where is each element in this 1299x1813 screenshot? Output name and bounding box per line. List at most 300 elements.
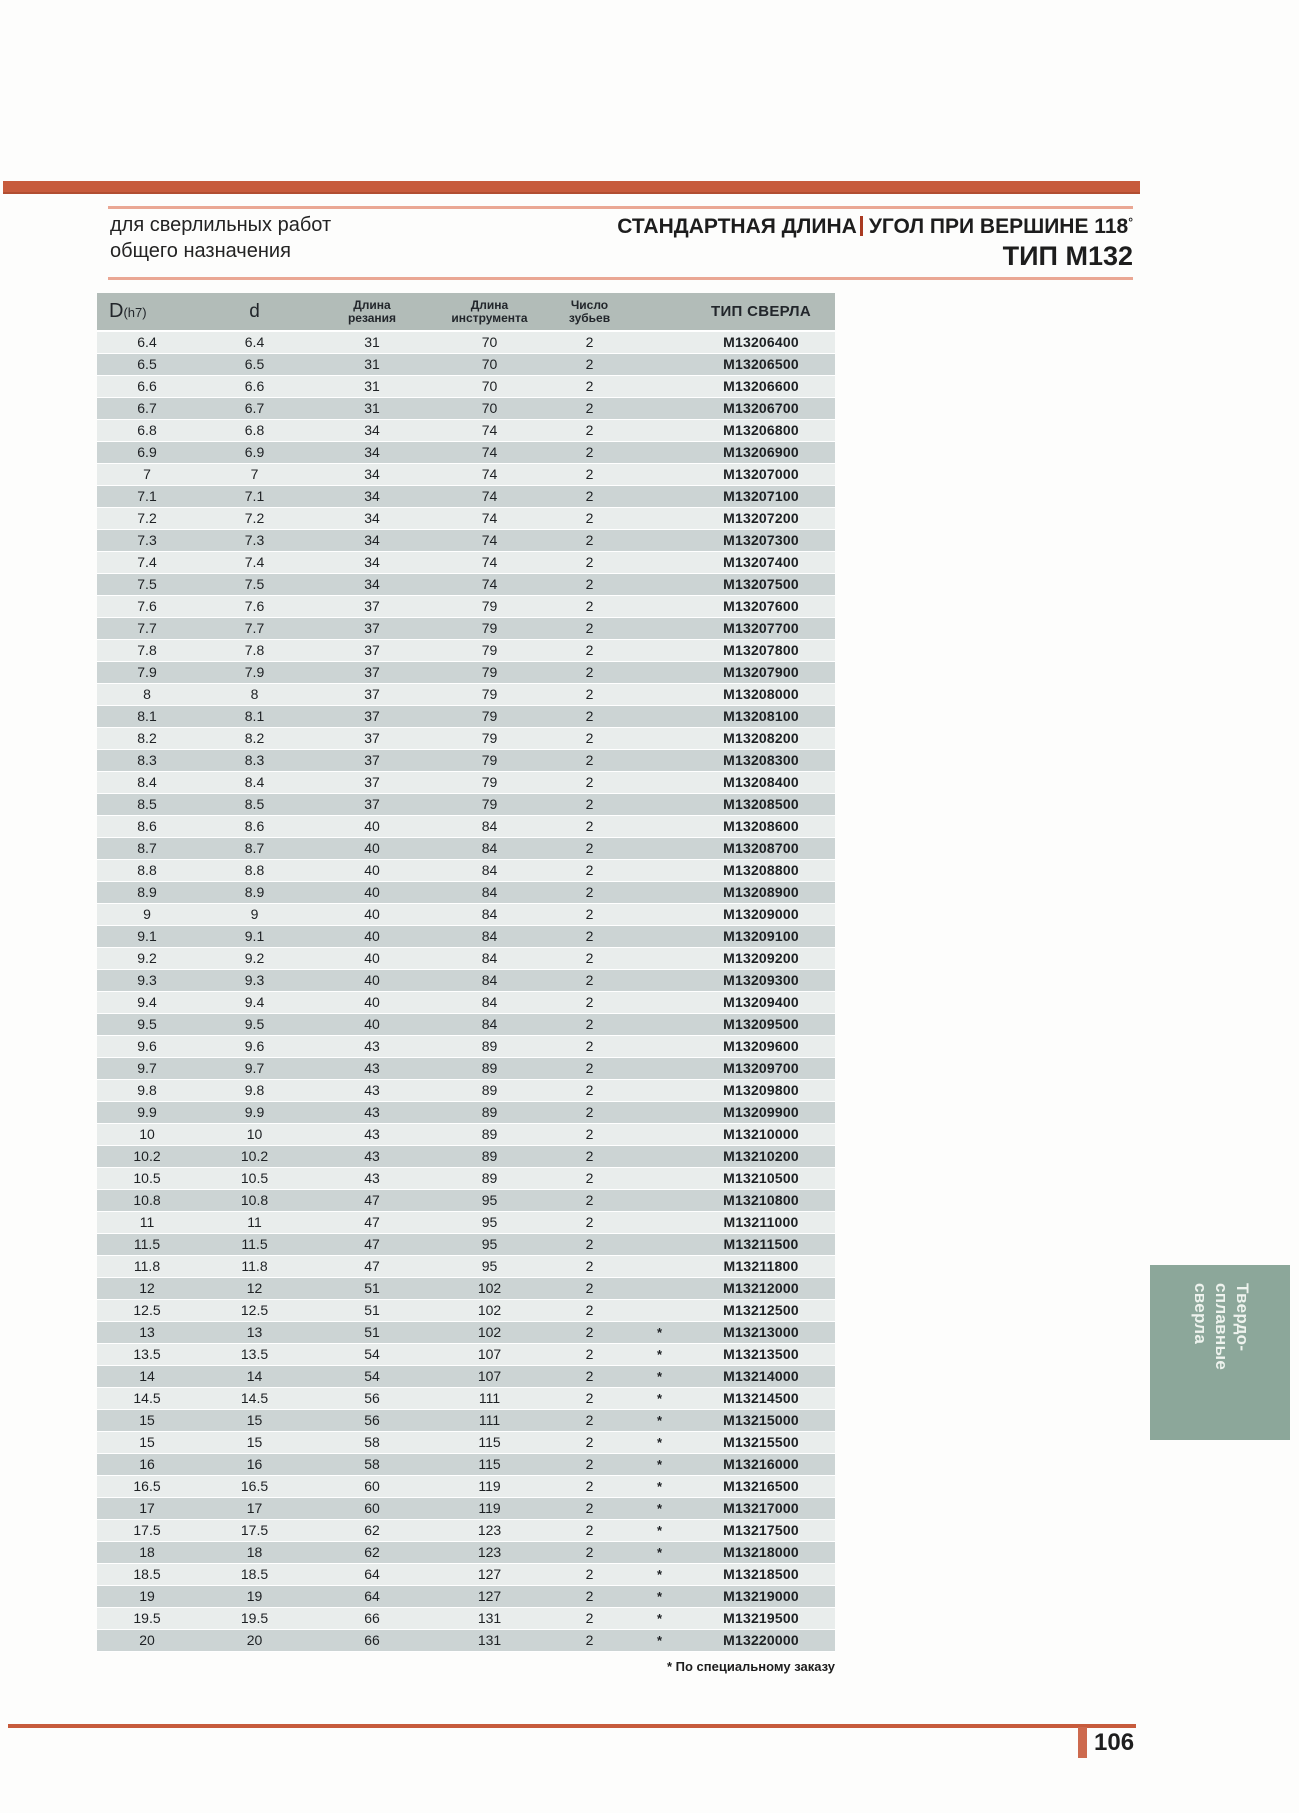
cell-d: 8.2	[197, 728, 312, 750]
cell-star: *	[632, 1542, 687, 1564]
cell-cut-length: 66	[312, 1630, 432, 1652]
cell-D: 17	[97, 1498, 197, 1520]
column-header-cut-length: Длина резания	[312, 293, 432, 331]
cell-drill-type: M13206500	[687, 354, 835, 376]
table-row	[97, 1256, 835, 1278]
spec-heading-left: СТАНДАРТНАЯ ДЛИНА	[617, 215, 857, 238]
cell-teeth: 2	[547, 860, 632, 882]
table-row	[97, 618, 835, 640]
cell-star	[632, 354, 687, 376]
cell-drill-type: M13213000	[687, 1322, 835, 1344]
cell-star	[632, 684, 687, 706]
cell-d: 7.6	[197, 596, 312, 618]
cell-cut-length: 37	[312, 662, 432, 684]
table-row	[97, 1520, 835, 1542]
cell-cut-length: 43	[312, 1058, 432, 1080]
cell-drill-type: M13206400	[687, 331, 835, 354]
cell-D: 8.5	[97, 794, 197, 816]
cell-teeth: 2	[547, 1520, 632, 1542]
purpose-line-1: для сверлильных работ	[110, 214, 332, 236]
cell-star	[632, 552, 687, 574]
cell-drill-type: M13208200	[687, 728, 835, 750]
cell-cut-length: 34	[312, 530, 432, 552]
table-row	[97, 882, 835, 904]
cell-d: 7.2	[197, 508, 312, 530]
cell-star	[632, 882, 687, 904]
table-row	[97, 640, 835, 662]
cell-drill-type: M13207700	[687, 618, 835, 640]
cell-drill-type: M13208900	[687, 882, 835, 904]
cell-teeth: 2	[547, 486, 632, 508]
cell-star	[632, 464, 687, 486]
cell-D: 13	[97, 1322, 197, 1344]
table-row	[97, 1454, 835, 1476]
cell-tool-length: 70	[432, 398, 547, 420]
table-row	[97, 420, 835, 442]
cell-drill-type: M13211800	[687, 1256, 835, 1278]
cell-D: 7.4	[97, 552, 197, 574]
table-row	[97, 398, 835, 420]
cell-tool-length: 89	[432, 1168, 547, 1190]
cell-teeth: 2	[547, 442, 632, 464]
cell-teeth: 2	[547, 574, 632, 596]
table-row	[97, 331, 835, 354]
header-rule-top	[108, 206, 1133, 209]
table-row	[97, 1278, 835, 1300]
cell-cut-length: 47	[312, 1190, 432, 1212]
cell-d: 14.5	[197, 1388, 312, 1410]
column-header-type: ТИП СВЕРЛА	[687, 293, 835, 331]
cell-teeth: 2	[547, 596, 632, 618]
cell-d: 11	[197, 1212, 312, 1234]
cell-teeth: 2	[547, 1212, 632, 1234]
cell-teeth: 2	[547, 1234, 632, 1256]
cell-D: 7.7	[97, 618, 197, 640]
cell-cut-length: 40	[312, 970, 432, 992]
cell-cut-length: 34	[312, 486, 432, 508]
cell-D: 9.6	[97, 1036, 197, 1058]
cell-D: 19.5	[97, 1608, 197, 1630]
cell-star	[632, 420, 687, 442]
cell-d: 12.5	[197, 1300, 312, 1322]
cell-D: 18	[97, 1542, 197, 1564]
cell-tool-length: 84	[432, 992, 547, 1014]
cell-cut-length: 51	[312, 1322, 432, 1344]
cell-star	[632, 574, 687, 596]
table-row	[97, 376, 835, 398]
table-row	[97, 1608, 835, 1630]
table-row	[97, 1014, 835, 1036]
cell-teeth: 2	[547, 1080, 632, 1102]
cell-tool-length: 74	[432, 486, 547, 508]
cell-tool-length: 84	[432, 1014, 547, 1036]
cell-cut-length: 40	[312, 882, 432, 904]
cell-star	[632, 331, 687, 354]
column-header-d: d	[197, 293, 312, 331]
cell-star	[632, 1036, 687, 1058]
cell-tool-length: 89	[432, 1102, 547, 1124]
cell-d: 7.8	[197, 640, 312, 662]
cell-d: 10	[197, 1124, 312, 1146]
cell-d: 7.7	[197, 618, 312, 640]
cell-d: 17.5	[197, 1520, 312, 1542]
cell-drill-type: M13218500	[687, 1564, 835, 1586]
cell-teeth: 2	[547, 1344, 632, 1366]
cell-cut-length: 40	[312, 904, 432, 926]
cell-D: 10.5	[97, 1168, 197, 1190]
cell-cut-length: 34	[312, 552, 432, 574]
cell-cut-length: 34	[312, 442, 432, 464]
cell-tool-length: 79	[432, 662, 547, 684]
table-row	[97, 354, 835, 376]
column-header-tool-length: Длина инструмента	[432, 293, 547, 331]
cell-cut-length: 58	[312, 1432, 432, 1454]
cell-teeth: 2	[547, 420, 632, 442]
cell-teeth: 2	[547, 1322, 632, 1344]
cell-star: *	[632, 1476, 687, 1498]
cell-teeth: 2	[547, 464, 632, 486]
cell-star: *	[632, 1366, 687, 1388]
cell-teeth: 2	[547, 618, 632, 640]
cell-cut-length: 62	[312, 1542, 432, 1564]
cell-drill-type: M13207200	[687, 508, 835, 530]
cell-tool-length: 95	[432, 1212, 547, 1234]
cell-star	[632, 618, 687, 640]
cell-cut-length: 31	[312, 331, 432, 354]
cell-teeth: 2	[547, 552, 632, 574]
table-row	[97, 442, 835, 464]
cell-drill-type: M13207000	[687, 464, 835, 486]
table-row	[97, 970, 835, 992]
cell-drill-type: M13217000	[687, 1498, 835, 1520]
cell-star	[632, 1278, 687, 1300]
cell-teeth: 2	[547, 1366, 632, 1388]
table-row	[97, 1366, 835, 1388]
cell-d: 7.9	[197, 662, 312, 684]
cell-tool-length: 111	[432, 1410, 547, 1432]
cell-star	[632, 1190, 687, 1212]
cell-D: 9.7	[97, 1058, 197, 1080]
table-row	[97, 662, 835, 684]
cell-d: 8.1	[197, 706, 312, 728]
cell-cut-length: 34	[312, 574, 432, 596]
cell-drill-type: M13207600	[687, 596, 835, 618]
cell-star	[632, 442, 687, 464]
cell-d: 9.4	[197, 992, 312, 1014]
cell-tool-length: 79	[432, 750, 547, 772]
cell-teeth: 2	[547, 1256, 632, 1278]
cell-drill-type: M13219000	[687, 1586, 835, 1608]
table-row	[97, 1146, 835, 1168]
table-row	[97, 1410, 835, 1432]
cell-drill-type: M13215000	[687, 1410, 835, 1432]
cell-tool-length: 84	[432, 816, 547, 838]
cell-tool-length: 74	[432, 552, 547, 574]
cell-D: 7.6	[97, 596, 197, 618]
table-row	[97, 772, 835, 794]
cell-cut-length: 37	[312, 684, 432, 706]
cell-D: 9	[97, 904, 197, 926]
cell-drill-type: M13208300	[687, 750, 835, 772]
cell-tool-length: 74	[432, 420, 547, 442]
cell-d: 7	[197, 464, 312, 486]
cell-D: 6.6	[97, 376, 197, 398]
cell-tool-length: 102	[432, 1322, 547, 1344]
type-heading: ТИП М132	[1002, 241, 1133, 271]
drill-table-body	[97, 331, 835, 1652]
cell-cut-length: 47	[312, 1212, 432, 1234]
cell-teeth: 2	[547, 816, 632, 838]
cell-tool-length: 74	[432, 530, 547, 552]
cell-cut-length: 37	[312, 750, 432, 772]
cell-cut-length: 31	[312, 354, 432, 376]
cell-cut-length: 34	[312, 420, 432, 442]
cell-cut-length: 43	[312, 1102, 432, 1124]
cell-D: 8.4	[97, 772, 197, 794]
page-number-tick	[1078, 1727, 1087, 1758]
degree-symbol: °	[1128, 215, 1133, 229]
cell-tool-length: 89	[432, 1146, 547, 1168]
cell-tool-length: 111	[432, 1388, 547, 1410]
cell-D: 8.6	[97, 816, 197, 838]
cell-D: 11.5	[97, 1234, 197, 1256]
cell-teeth: 2	[547, 354, 632, 376]
cell-cut-length: 54	[312, 1366, 432, 1388]
table-row	[97, 1058, 835, 1080]
cell-drill-type: M13211000	[687, 1212, 835, 1234]
cell-d: 8.9	[197, 882, 312, 904]
cell-tool-length: 131	[432, 1608, 547, 1630]
cell-cut-length: 31	[312, 398, 432, 420]
cell-d: 20	[197, 1630, 312, 1652]
cell-cut-length: 62	[312, 1520, 432, 1542]
cell-star	[632, 1014, 687, 1036]
cell-cut-length: 47	[312, 1234, 432, 1256]
table-row	[97, 530, 835, 552]
cell-drill-type: M13207800	[687, 640, 835, 662]
cell-teeth: 2	[547, 728, 632, 750]
cell-tool-length: 127	[432, 1564, 547, 1586]
cell-cut-length: 40	[312, 838, 432, 860]
cell-cut-length: 66	[312, 1608, 432, 1630]
cell-teeth: 2	[547, 640, 632, 662]
cell-drill-type: M13210500	[687, 1168, 835, 1190]
cell-cut-length: 40	[312, 948, 432, 970]
table-row	[97, 1498, 835, 1520]
cell-tool-length: 84	[432, 948, 547, 970]
cell-d: 8.4	[197, 772, 312, 794]
cell-tool-length: 119	[432, 1476, 547, 1498]
cell-D: 8.3	[97, 750, 197, 772]
cell-star	[632, 1212, 687, 1234]
cell-drill-type: M13207300	[687, 530, 835, 552]
cell-D: 10.2	[97, 1146, 197, 1168]
cell-drill-type: M13209100	[687, 926, 835, 948]
cell-drill-type: M13216000	[687, 1454, 835, 1476]
cell-D: 19	[97, 1586, 197, 1608]
cell-star	[632, 596, 687, 618]
cell-drill-type: M13206900	[687, 442, 835, 464]
cell-D: 6.9	[97, 442, 197, 464]
cell-d: 16	[197, 1454, 312, 1476]
cell-d: 6.8	[197, 420, 312, 442]
cell-d: 9.7	[197, 1058, 312, 1080]
cell-tool-length: 79	[432, 596, 547, 618]
cell-star	[632, 838, 687, 860]
cell-D: 10	[97, 1124, 197, 1146]
cell-tool-length: 79	[432, 706, 547, 728]
cell-D: 16.5	[97, 1476, 197, 1498]
cell-tool-length: 127	[432, 1586, 547, 1608]
cell-teeth: 2	[547, 1190, 632, 1212]
cell-d: 8.5	[197, 794, 312, 816]
cell-cut-length: 40	[312, 816, 432, 838]
cell-d: 17	[197, 1498, 312, 1520]
cell-D: 18.5	[97, 1564, 197, 1586]
cell-D: 13.5	[97, 1344, 197, 1366]
table-row	[97, 948, 835, 970]
cell-star: *	[632, 1498, 687, 1520]
table-row	[97, 1630, 835, 1652]
cell-tool-length: 79	[432, 618, 547, 640]
cell-cut-length: 37	[312, 706, 432, 728]
cell-tool-length: 70	[432, 376, 547, 398]
cell-star: *	[632, 1322, 687, 1344]
cell-cut-length: 37	[312, 618, 432, 640]
cell-star	[632, 948, 687, 970]
cell-star	[632, 1300, 687, 1322]
table-row	[97, 684, 835, 706]
cell-star	[632, 860, 687, 882]
cell-d: 9	[197, 904, 312, 926]
cell-d: 19	[197, 1586, 312, 1608]
cell-d: 18.5	[197, 1564, 312, 1586]
cell-teeth: 2	[547, 1476, 632, 1498]
table-row	[97, 794, 835, 816]
cell-teeth: 2	[547, 1498, 632, 1520]
cell-D: 9.1	[97, 926, 197, 948]
cell-drill-type: M13219500	[687, 1608, 835, 1630]
table-row	[97, 1234, 835, 1256]
cell-d: 15	[197, 1432, 312, 1454]
cell-teeth: 2	[547, 1036, 632, 1058]
section-tab-label: Твердо- сплавные сверла	[1191, 1282, 1252, 1370]
special-order-footnote: * По специальному заказу	[666, 1659, 835, 1674]
cell-D: 7.5	[97, 574, 197, 596]
cell-teeth: 2	[547, 508, 632, 530]
cell-tool-length: 84	[432, 860, 547, 882]
cell-d: 9.6	[197, 1036, 312, 1058]
cell-teeth: 2	[547, 772, 632, 794]
header-rule-bottom	[108, 277, 1133, 280]
cell-teeth: 2	[547, 948, 632, 970]
cell-cut-length: 56	[312, 1388, 432, 1410]
cell-tool-length: 89	[432, 1124, 547, 1146]
cell-star	[632, 706, 687, 728]
cell-star	[632, 1168, 687, 1190]
cell-drill-type: M13214500	[687, 1388, 835, 1410]
cell-d: 9.5	[197, 1014, 312, 1036]
cell-d: 15	[197, 1410, 312, 1432]
cell-tool-length: 107	[432, 1366, 547, 1388]
table-row	[97, 1344, 835, 1366]
cell-teeth: 2	[547, 1058, 632, 1080]
cell-tool-length: 102	[432, 1278, 547, 1300]
drill-spec-table	[97, 293, 835, 1652]
cell-tool-length: 84	[432, 882, 547, 904]
cell-teeth: 2	[547, 684, 632, 706]
cell-tool-length: 95	[432, 1190, 547, 1212]
cell-star	[632, 376, 687, 398]
cell-tool-length: 95	[432, 1234, 547, 1256]
cell-star	[632, 816, 687, 838]
cell-teeth: 2	[547, 750, 632, 772]
cell-star: *	[632, 1410, 687, 1432]
cell-star	[632, 728, 687, 750]
cell-d: 6.5	[197, 354, 312, 376]
table-row	[97, 574, 835, 596]
cell-cut-length: 51	[312, 1278, 432, 1300]
cell-tool-length: 84	[432, 904, 547, 926]
cell-star: *	[632, 1586, 687, 1608]
cell-cut-length: 37	[312, 596, 432, 618]
cell-D: 7.8	[97, 640, 197, 662]
cell-D: 7	[97, 464, 197, 486]
cell-cut-length: 34	[312, 464, 432, 486]
cell-star	[632, 904, 687, 926]
cell-cut-length: 64	[312, 1564, 432, 1586]
cell-d: 11.8	[197, 1256, 312, 1278]
bottom-accent-rule	[8, 1724, 1136, 1728]
cell-drill-type: M13209500	[687, 1014, 835, 1036]
cell-tool-length: 131	[432, 1630, 547, 1652]
cell-tool-length: 79	[432, 640, 547, 662]
cell-D: 12	[97, 1278, 197, 1300]
table-header-row	[97, 293, 835, 331]
purpose-line-2: общего назначения	[110, 240, 291, 262]
cell-teeth: 2	[547, 904, 632, 926]
cell-d: 10.5	[197, 1168, 312, 1190]
cell-teeth: 2	[547, 1168, 632, 1190]
cell-cut-length: 37	[312, 772, 432, 794]
table-row	[97, 1300, 835, 1322]
cell-D: 14.5	[97, 1388, 197, 1410]
cell-d: 11.5	[197, 1234, 312, 1256]
cell-D: 8.1	[97, 706, 197, 728]
cell-star: *	[632, 1564, 687, 1586]
cell-star	[632, 1234, 687, 1256]
cell-d: 8	[197, 684, 312, 706]
cell-drill-type: M13220000	[687, 1630, 835, 1652]
column-header-D: D(h7)	[97, 293, 197, 331]
spec-heading	[617, 215, 1133, 239]
cell-D: 9.2	[97, 948, 197, 970]
cell-drill-type: M13207500	[687, 574, 835, 596]
table-row	[97, 904, 835, 926]
cell-d: 7.3	[197, 530, 312, 552]
table-row	[97, 1542, 835, 1564]
table-row	[97, 1212, 835, 1234]
cell-D: 7.2	[97, 508, 197, 530]
cell-teeth: 2	[547, 992, 632, 1014]
cell-tool-length: 84	[432, 926, 547, 948]
cell-tool-length: 74	[432, 464, 547, 486]
cell-d: 9.8	[197, 1080, 312, 1102]
spec-heading-right: УГОЛ ПРИ ВЕРШИНЕ 118	[868, 215, 1129, 238]
table-row	[97, 1080, 835, 1102]
cell-cut-length: 43	[312, 1124, 432, 1146]
cell-drill-type: M13209800	[687, 1080, 835, 1102]
